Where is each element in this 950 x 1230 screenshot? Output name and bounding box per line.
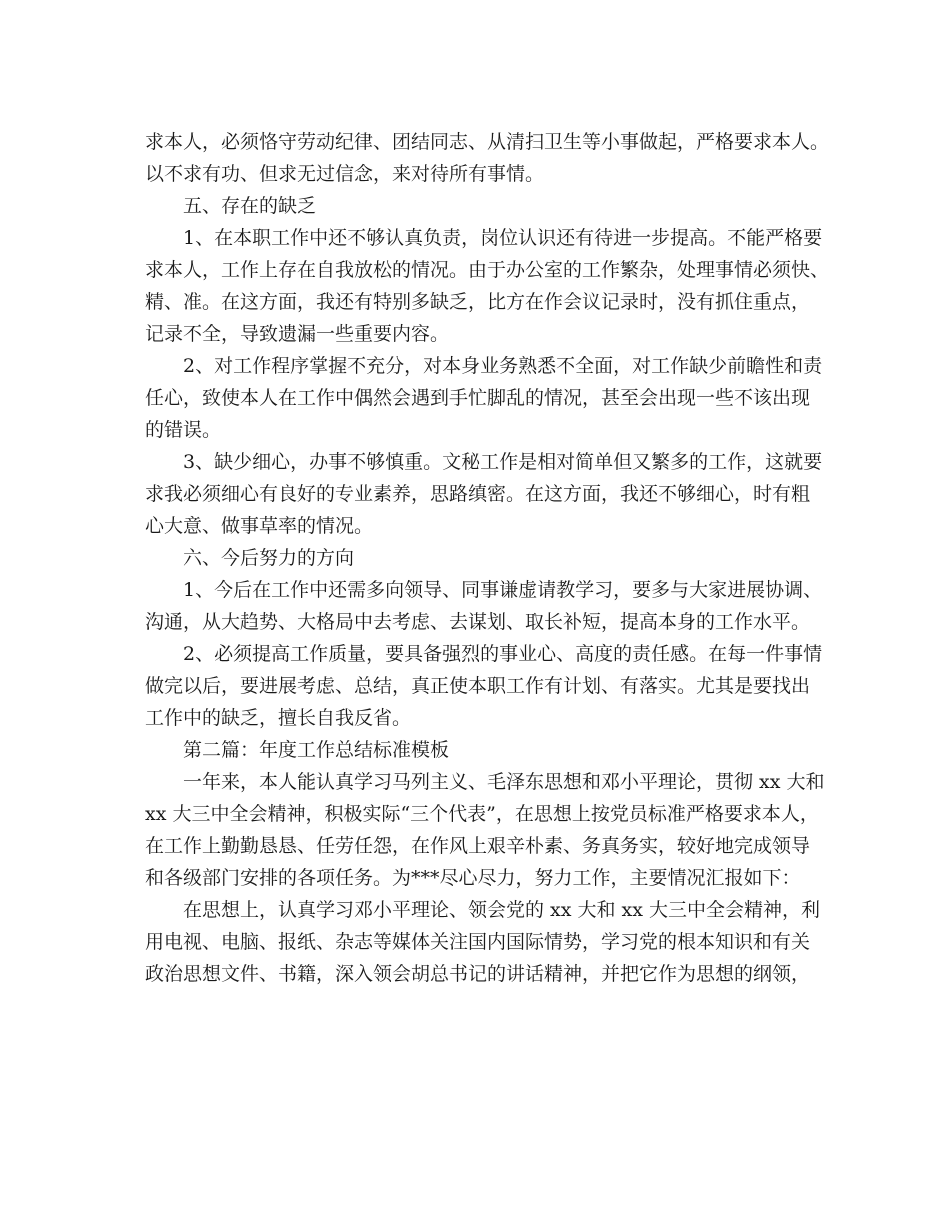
text-line: 任心，致使本人在工作中偶然会遇到手忙脚乱的情况，甚至会出现一些不该出现 xyxy=(145,387,811,409)
text-line: 做完以后，要进展考虑、总结，真正使本职工作有计划、有落实。尤其是要找出 xyxy=(145,675,811,697)
text-line: 在工作上勤勤恳恳、任劳任怨，在作风上艰辛朴素、务真务实，较好地完成领导 xyxy=(145,835,811,857)
paragraph xyxy=(145,222,830,350)
paragraph xyxy=(145,542,810,574)
paragraph xyxy=(145,350,823,446)
text-line: 工作中的缺乏，擅长自我反省。 xyxy=(145,707,412,729)
text-line: 1、今后在工作中还需多向领导、同事谦虚请教学习，要多与大家进展协调、 xyxy=(183,579,823,601)
text-line: 的错误。 xyxy=(145,419,222,441)
paragraph xyxy=(145,766,825,894)
text-line: 第二篇：年度工作总结标准模板 xyxy=(183,739,450,761)
text-line: 求我必须细心有良好的专业素养，思路缜密。在这方面，我还不够细心，时有粗 xyxy=(145,483,811,505)
text-line: 一年来，本人能认真学习马列主义、毛泽东思想和邓小平理论，贯彻 xx 大和 xyxy=(183,771,825,793)
document-body xyxy=(145,126,830,990)
paragraph xyxy=(145,446,823,542)
paragraph xyxy=(145,574,823,638)
paragraph xyxy=(145,734,810,766)
text-line: 精、准。在这方面，我还有特别多缺乏，比方在作会议记录时，没有抓住重点， xyxy=(145,291,811,313)
paragraph xyxy=(145,126,830,190)
text-line: 2、必须提高工作质量，要具备强烈的事业心、高度的责任感。在每一件事情 xyxy=(183,643,823,665)
text-line: 在思想上，认真学习邓小平理论、领会党的 xx 大和 xx 大三中全会精神，利 xyxy=(183,899,821,921)
text-line: xx 大三中全会精神，积极实际“三个代表”，在思想上按党员标准严格要求本人， xyxy=(145,803,819,825)
text-line: 和各级部门安排的各项任务。为***尽心尽力，努力工作，主要情况汇报如下： xyxy=(145,867,801,889)
paragraph xyxy=(145,894,821,990)
text-line: 五、存在的缺乏 xyxy=(183,195,317,217)
text-line: 沟通，从大趋势、大格局中去考虑、去谋划、取长补短，提高本身的工作水平。 xyxy=(145,611,811,633)
text-line: 政治思想文件、书籍，深入领会胡总书记的讲话精神，并把它作为思想的纲领， xyxy=(145,963,811,985)
paragraph xyxy=(145,190,810,222)
paragraph xyxy=(145,638,823,734)
text-line: 记录不全，导致遗漏一些重要内容。 xyxy=(145,323,450,345)
text-line: 求本人，工作上存在自我放松的情况。由于办公室的工作繁杂，处理事情必须快、 xyxy=(145,259,830,281)
text-line: 1、在本职工作中还不够认真负责，岗位认识还有待进一步提高。不能严格要 xyxy=(183,227,823,249)
text-line: 以不求有功、但求无过信念，来对待所有事情。 xyxy=(145,163,545,185)
text-line: 2、对工作程序掌握不充分，对本身业务熟悉不全面，对工作缺少前瞻性和责 xyxy=(183,355,823,377)
text-line: 用电视、电脑、报纸、杂志等媒体关注国内国际情势，学习党的根本知识和有关 xyxy=(145,931,811,953)
text-line: 求本人，必须恪守劳动纪律、团结同志、从清扫卫生等小事做起，严格要求本人。 xyxy=(145,131,830,153)
text-line: 3、缺少细心，办事不够慎重。文秘工作是相对简单但又繁多的工作，这就要 xyxy=(183,451,823,473)
text-line: 心大意、做事草率的情况。 xyxy=(145,515,374,537)
text-line: 六、今后努力的方向 xyxy=(183,547,355,569)
